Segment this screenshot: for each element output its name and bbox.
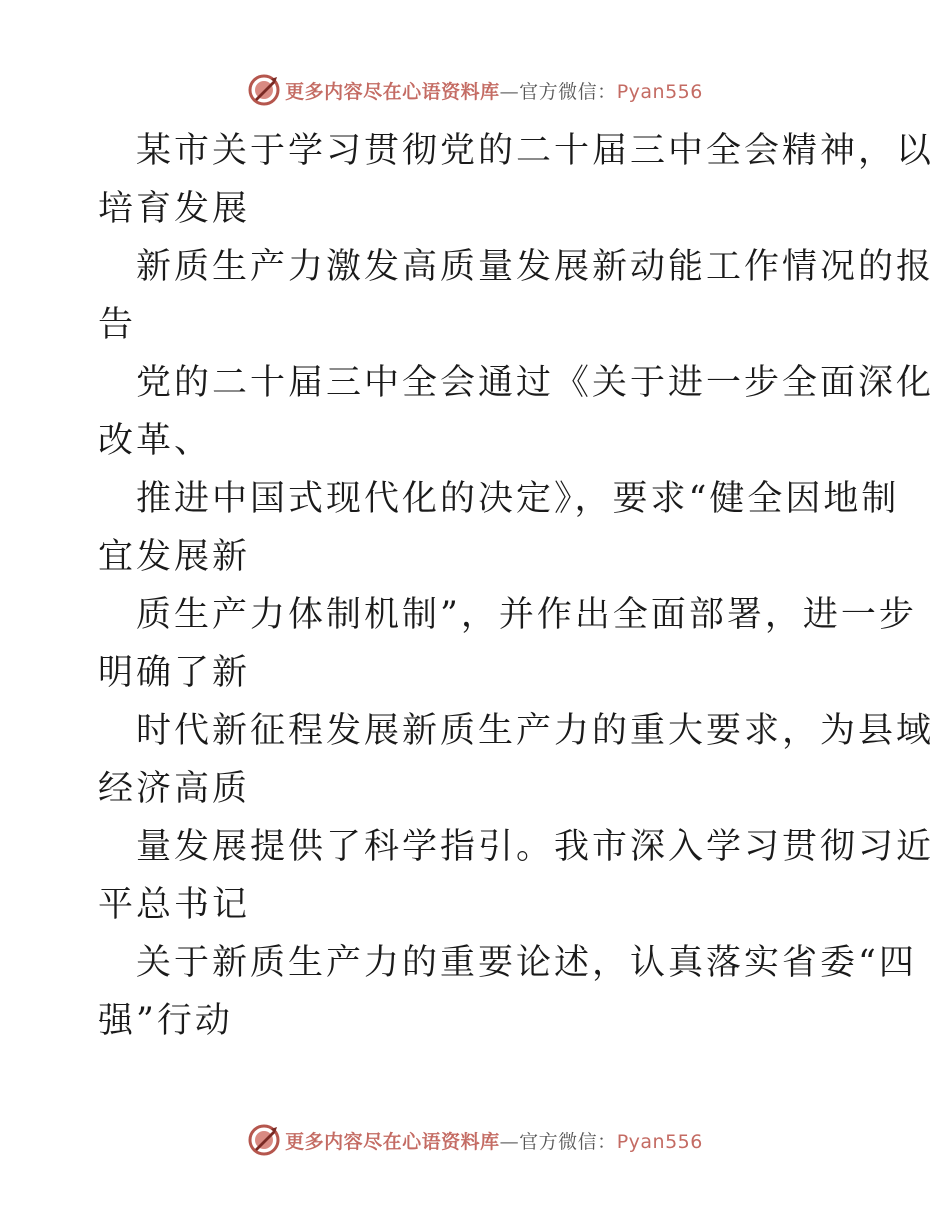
text-line: 宜发展新 [98,537,251,577]
watermark-text [285,77,703,104]
text-line: 改革、 [98,421,213,461]
text-line: 党的二十届三中全会通过《关于进一步全面深化 [136,363,935,403]
text-line: 某市关于学习贯彻党的二十届三中全会精神，以 [136,131,935,171]
quill-logo-icon [247,1123,281,1157]
text-line: 培育发展 [98,189,251,229]
watermark-dash: — [499,80,520,103]
text-line: 强”行动 [98,1001,233,1041]
watermark-brand: 更多内容尽在心语资料库 [285,1130,500,1153]
watermark-text [285,1127,703,1154]
text-line: 质生产力体制机制”，并作出全面部署，进一步 [136,595,917,635]
quill-logo-icon [247,73,281,107]
text-line: 推进中国式现代化的决定》，要求“健全因地制 [136,479,900,519]
watermark-brand: 更多内容尽在心语资料库 [285,80,500,103]
watermark-wechat-label: 官方微信： [519,1130,617,1153]
document-body [98,122,935,1050]
watermark-wechat-label: 官方微信： [519,80,617,103]
footer-watermark [0,1120,950,1160]
text-line: 经济高质 [98,769,251,809]
watermark-wechat-id: Pyan556 [616,80,703,103]
text-line: 关于新质生产力的重要论述，认真落实省委“四 [136,943,917,983]
text-line: 告 [98,305,137,345]
text-line: 明确了新 [98,653,251,693]
watermark-dash: — [499,1130,520,1153]
text-line: 量发展提供了科学指引。我市深入学习贯彻习近 [136,827,935,867]
text-line: 平总书记 [98,885,251,925]
text-line: 时代新征程发展新质生产力的重大要求，为县域 [136,711,935,751]
header-watermark [0,70,950,110]
text-line: 新质生产力激发高质量发展新动能工作情况的报 [136,247,935,287]
watermark-wechat-id: Pyan556 [616,1130,703,1153]
